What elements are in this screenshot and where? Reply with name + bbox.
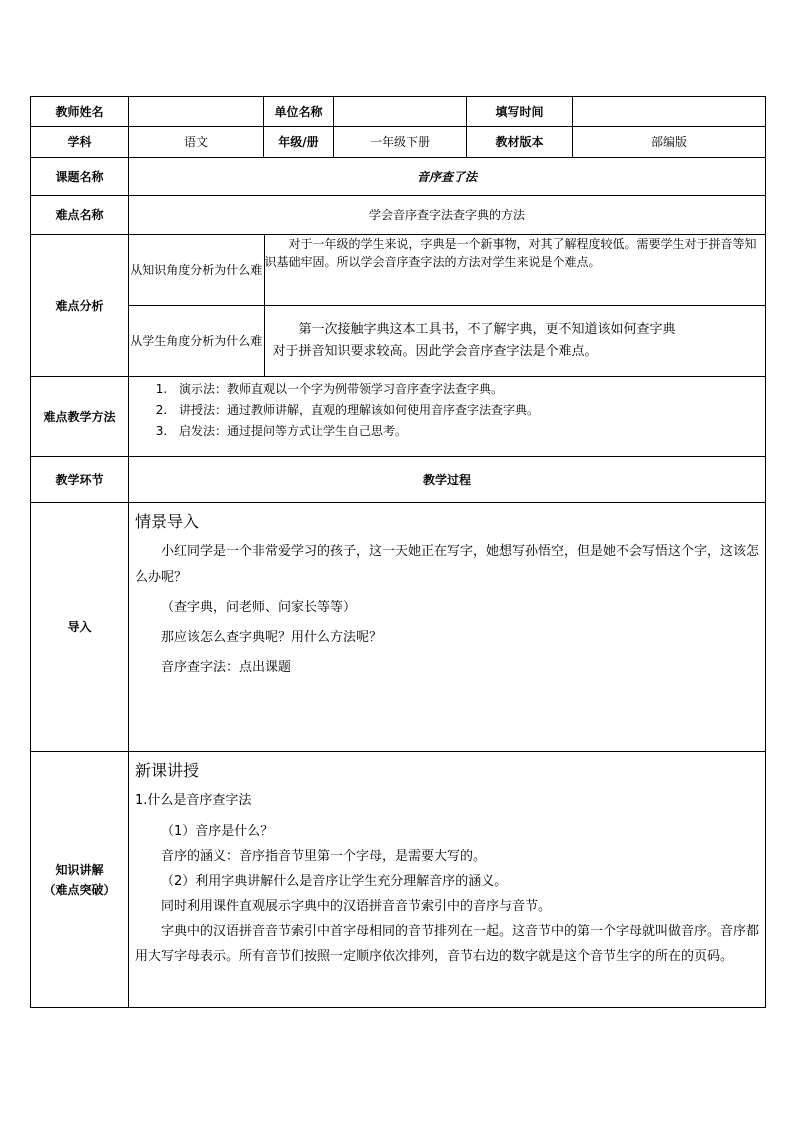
methods-content (129, 377, 766, 457)
topic-label: 课题名称 (31, 158, 129, 196)
method-item: 1. 演示法：教师直观以一个字为例带领学习音序查字法查字典。 (171, 379, 765, 400)
analysis-label: 难点分析 (31, 235, 129, 377)
difficulty-row (31, 196, 766, 235)
student-angle-label: 从学生角度分析为什么难 (129, 305, 264, 376)
unit-name-value (334, 97, 467, 127)
topic-value: 音序查了法 (129, 158, 766, 196)
unit-name-label: 单位名称 (264, 97, 334, 127)
student-angle-text (264, 305, 765, 376)
difficulty-value: 学会音序查字法查字典的方法 (129, 196, 766, 235)
methods-label: 难点教学方法 (31, 377, 129, 457)
knowledge-angle-label: 从知识角度分析为什么难 (129, 235, 264, 305)
method-item: 2. 讲授法：通过教师讲解，直观的理解该如何使用音序查字法查字典。 (171, 400, 765, 421)
edition-label: 教材版本 (467, 127, 573, 158)
grade-value: 一年级下册 (334, 127, 467, 158)
analysis-row (31, 235, 766, 377)
lesson-paragraph: 音序的涵义：音序指音节里第一个字母，是需要大写的。 (161, 849, 487, 864)
intro-heading: 情景导入 (135, 512, 200, 531)
lesson-paragraph: 同时利用课件直观展示字典中的汉语拼音音节索引中的音序与音节。 (161, 899, 552, 914)
grade-label: 年级/册 (264, 127, 334, 158)
lesson-label-line-2: （难点突破） (43, 882, 116, 897)
lesson-label (31, 752, 129, 1008)
methods-row (31, 377, 766, 457)
header-row-1 (31, 97, 766, 127)
intro-row (31, 503, 766, 752)
knowledge-angle-text: 对于一年级的学生来说，字典是一个新事物，对其了解程度较低。需要学生对于拼音等知识基础牢固。所以学会音序查字法的方法对学生来说是个难点。 (264, 235, 765, 305)
process-label: 教学过程 (129, 457, 766, 503)
topic-row (31, 158, 766, 196)
subject-label: 学科 (31, 127, 129, 158)
lesson-paragraph: （1）音序是什么？ (161, 824, 274, 839)
edition-value: 部编版 (573, 127, 766, 158)
header-row-2 (31, 127, 766, 158)
intro-paragraph: 那应该怎么查字典呢？用什么方法呢？ (161, 630, 383, 645)
fill-date-value (573, 97, 766, 127)
teacher-name-label: 教师姓名 (31, 97, 129, 127)
lesson-row (31, 752, 766, 1008)
intro-paragraph: 小红同学是一个非常爱学习的孩子，这一天她正在写字，她想写孙悟空，但是她不会写悟这个字，这该怎么办呢？ (135, 544, 760, 585)
lesson-content (129, 752, 766, 1008)
lesson-paragraph: 字典中的汉语拼音音节索引中首字母相同的音节排列在一起。这音节中的第一个字母就叫做音序。音序都用大写字母表示。所有音节们按照一定顺序依次排列，音节右边的数字就是这个音节生字的所在的页码。 (135, 924, 760, 964)
student-angle-line-1: 第一次接触字典这本工具书，不了解字典，更不知道该如何查字典 (298, 321, 676, 337)
method-item: 3. 启发法：通过提问等方式让学生自己思考。 (171, 421, 765, 442)
methods-list (129, 377, 765, 444)
intro-label: 导入 (31, 503, 129, 752)
lesson-paragraph: 1.什么是音序查字法 (135, 793, 252, 808)
lesson-paragraph: （2）利用字典讲解什么是音序让学生充分理解音序的涵义。 (161, 874, 508, 889)
process-stage-label: 教学环节 (31, 457, 129, 503)
process-header-row (31, 457, 766, 503)
analysis-subtable (129, 235, 765, 376)
intro-paragraph: 音序查字法：点出课题 (161, 660, 292, 675)
subject-value: 语文 (129, 127, 264, 158)
lesson-plan-table (30, 96, 766, 1008)
lesson-heading: 新课讲授 (135, 761, 200, 780)
lesson-label-line-1: 知识讲解 (55, 862, 104, 877)
student-angle-line-2: 对于拼音知识要求较高。因此学会音序查字法是个难点。 (272, 343, 598, 359)
difficulty-label: 难点名称 (31, 196, 129, 235)
fill-date-label: 填写时间 (467, 97, 573, 127)
intro-content (129, 503, 766, 752)
teacher-name-value (129, 97, 264, 127)
intro-paragraph: （查字典，问老师、问家长等等） (161, 600, 357, 615)
